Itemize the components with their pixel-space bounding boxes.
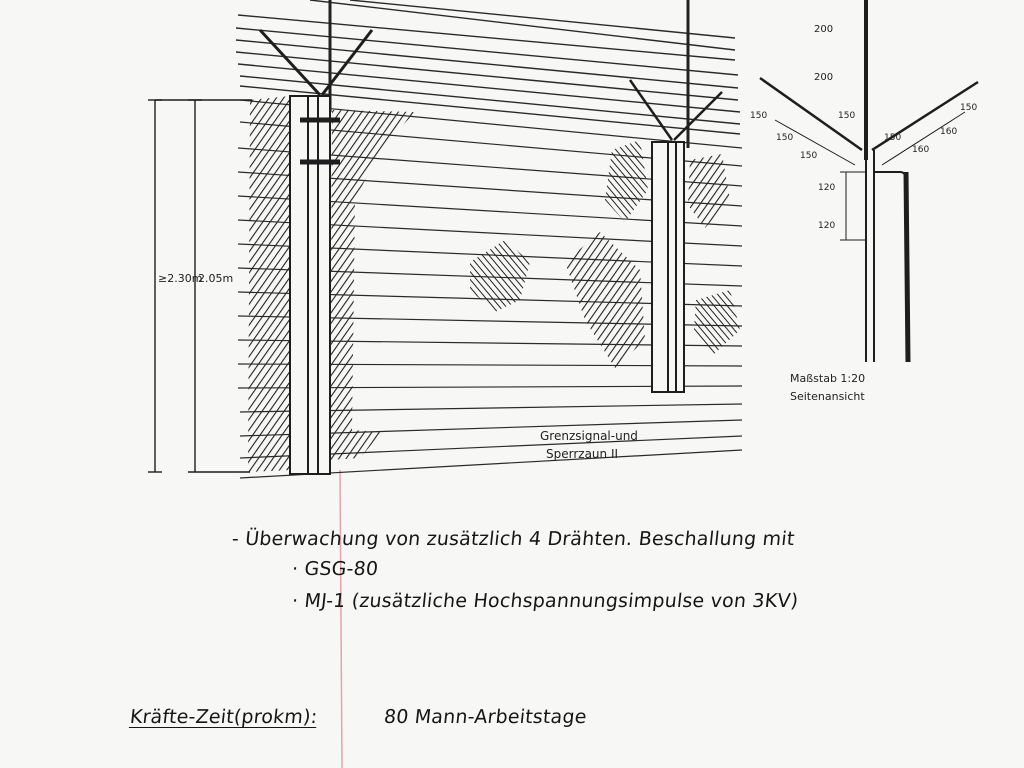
dim-label: 200: [814, 72, 834, 83]
height-label-min: ≥2.30m: [158, 272, 203, 285]
dim-label: 120: [818, 183, 836, 193]
dim-label: 150: [776, 133, 794, 143]
dim-label: 160: [940, 127, 958, 137]
notes-heading: - Überwachung von zusätzlich 4 Drähten. Beschallung mit: [230, 528, 796, 550]
notes-item-gsg: · GSG-80: [290, 558, 380, 580]
height-dimensions: [148, 100, 252, 472]
dim-label: 150: [750, 111, 768, 121]
view-label: Seitenansicht: [790, 390, 865, 403]
dim-label: 200: [814, 24, 834, 35]
dim-label: 120: [818, 221, 836, 231]
notes-item-mj: · MJ-1 (zusätzliche Hochspannungsimpulse von 3KV): [290, 590, 800, 612]
side-view-dimension-labels: [750, 24, 977, 231]
dim-label: 160: [912, 145, 930, 155]
height-label-fence: 2.05m: [198, 272, 234, 285]
fence-caption-line-1: Grenzsignal-und: [540, 429, 638, 443]
paper-margin-line: [340, 470, 342, 768]
effort-value: 80 Mann-Arbeitstage: [382, 706, 588, 728]
dim-label: 150: [884, 133, 902, 143]
dim-label: 150: [838, 111, 856, 121]
dim-label: 150: [960, 103, 978, 113]
fence-caption-line-2: Sperrzaun II: [546, 447, 619, 461]
scale-label: Maßstab 1:20: [790, 372, 866, 385]
effort-label: Kräfte-Zeit(prokm):: [128, 706, 319, 728]
dim-label: 150: [800, 151, 818, 161]
side-view-drawing: [760, 0, 978, 362]
